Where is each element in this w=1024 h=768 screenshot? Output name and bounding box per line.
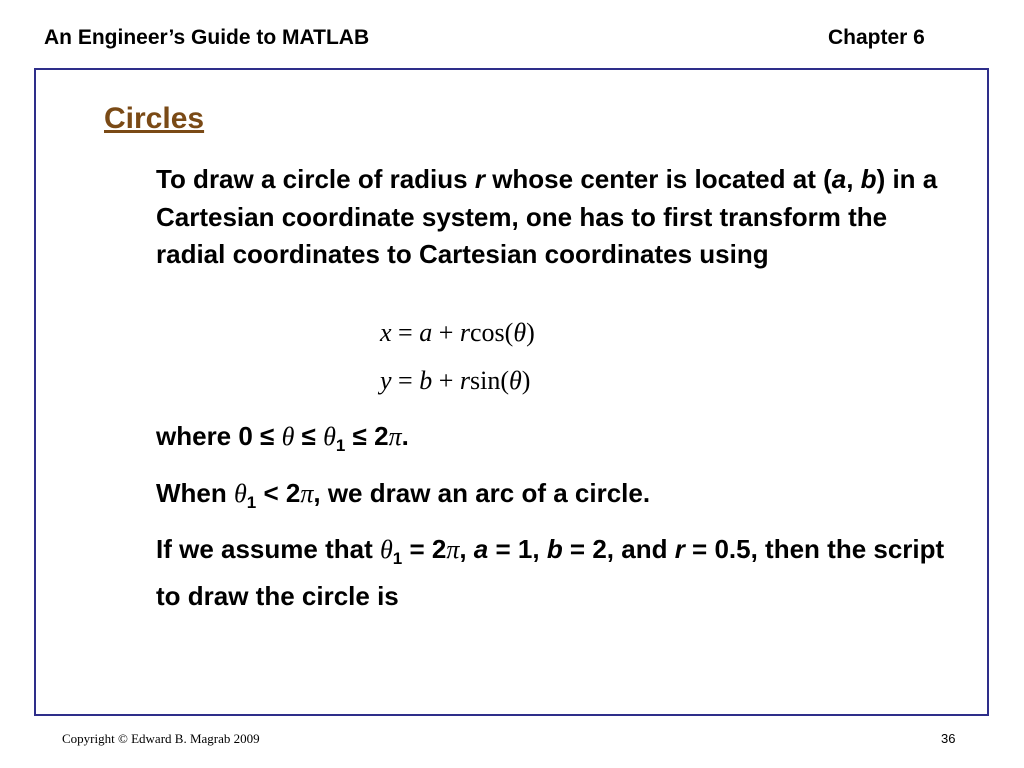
paragraph-arc: When $\theta_1 < 2\pi$, we draw an arc of a circle. (156, 478, 651, 512)
paragraph-range: where $0 \le \theta \le \theta_1 \le 2\pi$. (156, 421, 409, 455)
page-number: 36 (941, 731, 956, 746)
paragraph-intro: To draw a circle of radius r whose center is located at (a, b) in a Cartesian coordinate system, one has to first transform the radial coordinates to Cartesian coordinates using (156, 164, 938, 269)
header-chapter: Chapter 6 (828, 26, 925, 49)
equation-x: x = a + rcos(θ) (380, 318, 535, 347)
paragraph-assume: If we assume that $\theta_1 = 2\pi$, a = 1, b = 2, and r = 0.5, then the script to draw the circle is (156, 534, 945, 611)
equation-y: y = b + rsin(θ) (380, 366, 531, 395)
footer-copyright: Copyright © Edward B. Magrab 2009 (62, 731, 260, 746)
header-title: An Engineer’s Guide to MATLAB (44, 26, 370, 49)
section-title: Circles (104, 102, 205, 135)
